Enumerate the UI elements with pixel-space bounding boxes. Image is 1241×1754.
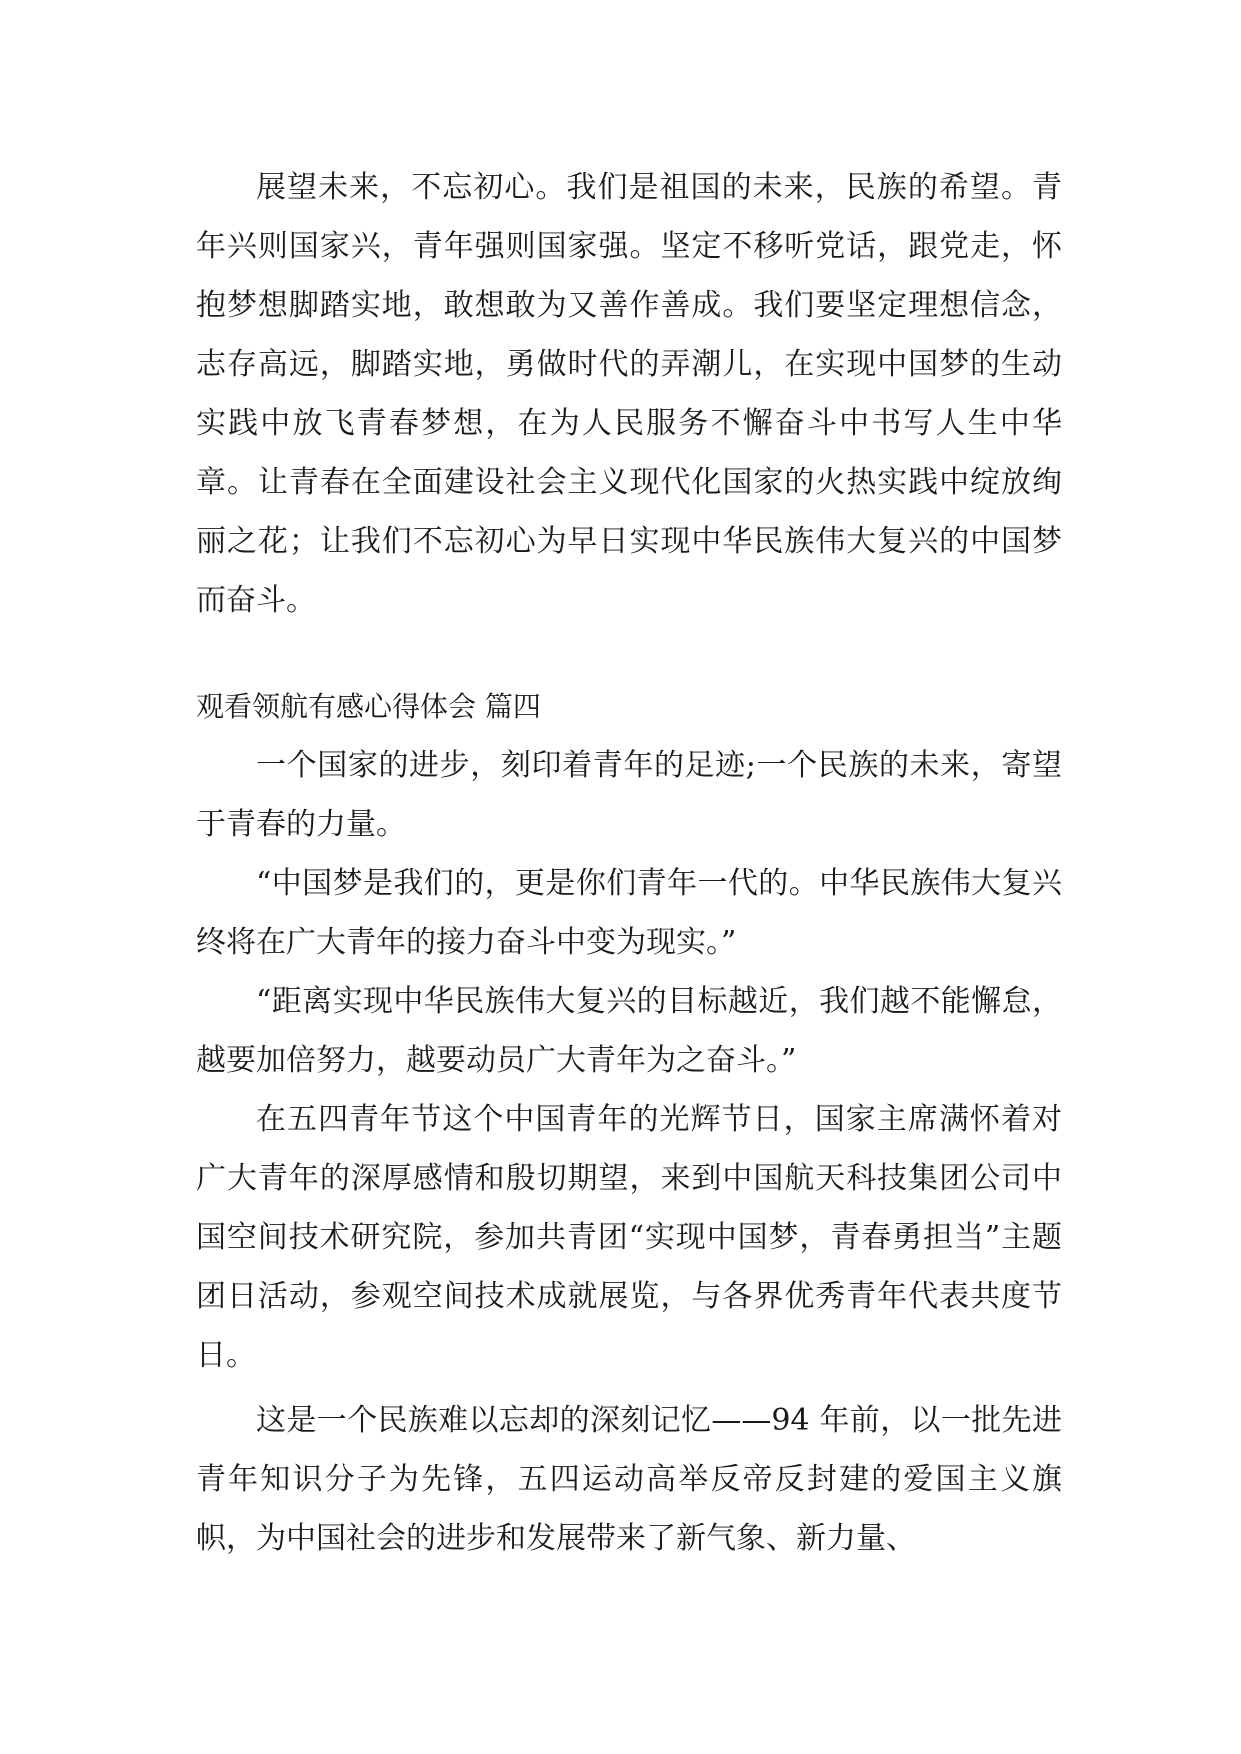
quote-paragraph: “中国梦是我们的，更是你们青年一代的。中华民族伟大复兴终将在广大青年的接力奋斗中变为现实。”	[196, 866, 1062, 960]
body-paragraph: 这是一个民族难以忘却的深刻记忆——94 年前，以一批先进青年知识分子为先锋，五四运动高举反帝反封建的爱国主义旗帜，为中国社会的进步和发展带来了新气象、新力量、	[196, 1403, 1062, 1556]
document-body	[196, 158, 1062, 1568]
intro-paragraph: 展望未来，不忘初心。我们是祖国的未来，民族的希望。青年兴则国家兴，青年强则国家强。坚定不移听党话，跟党走，怀抱梦想脚踏实地，敢想敢为又善作善成。我们要坚定理想信念，志存高远，脚踏实地，勇做时代的弄潮儿，在实现中国梦的生动实践中放飞青春梦想，在为人民服务不懈奋斗中书写人生中华章。让青春在全面建设社会主义现代化国家的火热实践中绽放绚丽之花；让我们不忘初心为早日实现中华民族伟大复兴的中国梦而奋斗。	[196, 170, 1062, 618]
section-title: 观看领航有感心得体会 篇四	[196, 690, 541, 723]
body-paragraph: 一个国家的进步，刻印着青年的足迹;一个民族的未来，寄望于青春的力量。	[196, 748, 1062, 842]
body-paragraph: 在五四青年节这个中国青年的光辉节日，国家主席满怀着对广大青年的深厚感情和殷切期望，来到中国航天科技集团公司中国空间技术研究院，参加共青团“实现中国梦，青春勇担当”主题团日活动，参观空间技术成就展览，与各界优秀青年代表共度节日。	[196, 1102, 1062, 1373]
quote-paragraph: “距离实现中华民族伟大复兴的目标越近，我们越不能懈怠，越要加倍努力，越要动员广大青年为之奋斗。”	[196, 984, 1062, 1078]
